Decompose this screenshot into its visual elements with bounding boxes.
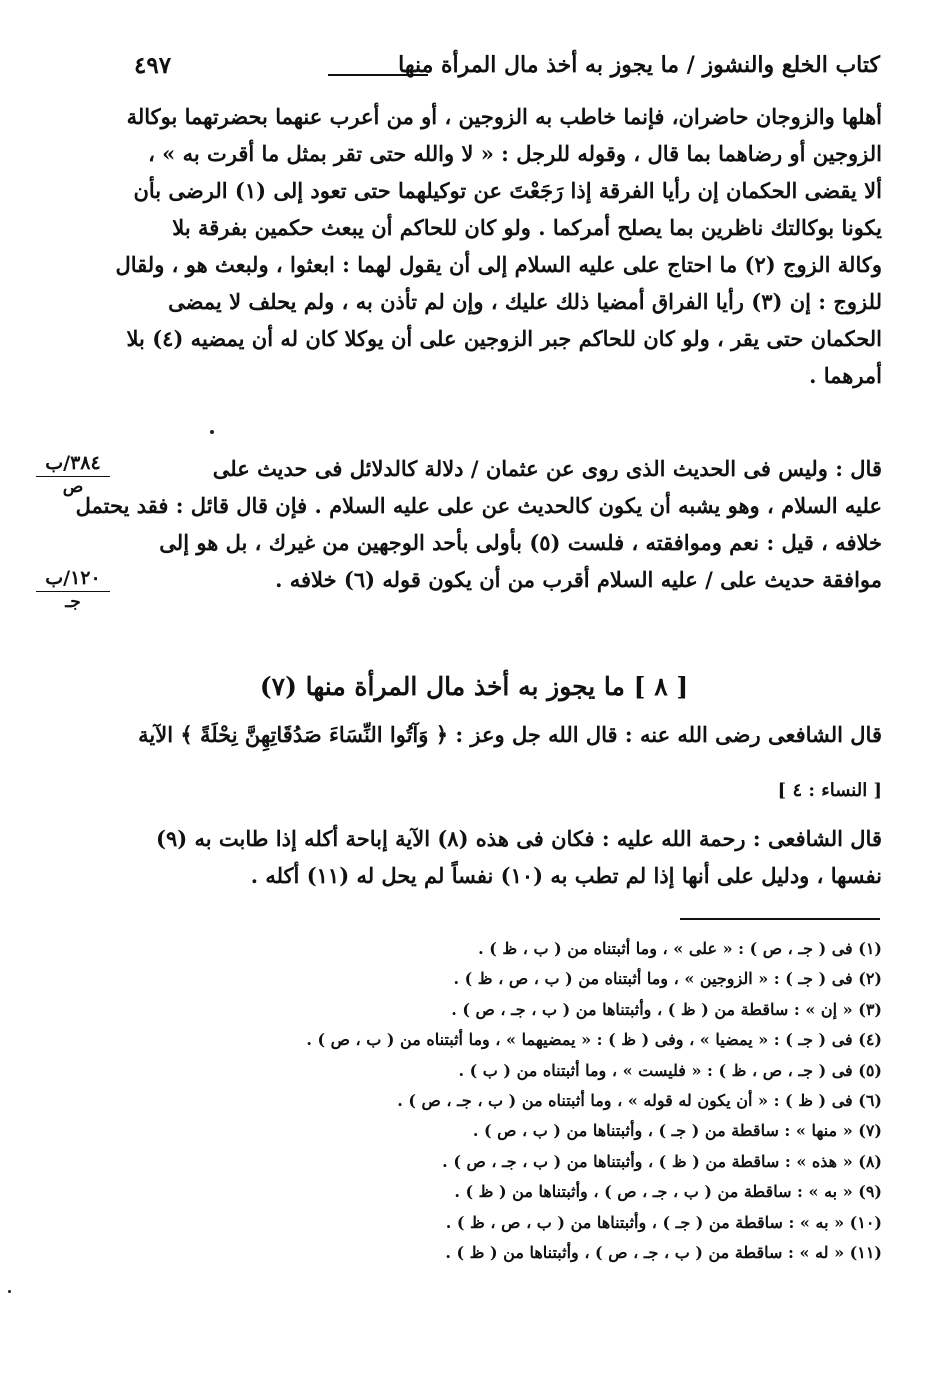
footnote: (٦) فى ( ظ ) : « أن يكون له قوله » ، وما أثبتناه من ( ب ، جـ ، ص ) . — [397, 1090, 882, 1110]
margin-note-folio: ٣٨٤/ب — [36, 452, 110, 477]
footnote: (١٠) « به » : ساقطة من ( جـ ) ، وأثبتناها من ( ب ، ص ، ظ ) . — [445, 1212, 882, 1232]
footnote: (٣) « إن » : ساقطة من ( ظ ) ، وأثبتناها من ( ب ، جـ ، ص ) . — [451, 999, 882, 1019]
footnote: (٨) « هذه » : ساقطة من ( ظ ) ، وأثبتناها من ( ب ، جـ ، ص ) . — [442, 1151, 882, 1171]
margin-note — [36, 567, 110, 612]
footnotes — [102, 934, 882, 1268]
text-line: للزوج : إن (٣) رأيا الفراق أمضيا ذلك عليك ، وإن لم تأذن به ، ولم يحلف لا يمضى — [168, 289, 882, 314]
text-line: موافقة حديث على / عليه السلام أقرب من أن يكون قوله (٦) خلافه . — [275, 567, 882, 592]
ink-dot — [210, 430, 214, 434]
footnote: (٤) فى ( جـ ) : « يمضيا » ، وفى ( ظ ) : « يمضيهما » ، وما أثبتناه من ( ب ، ص ) . — [306, 1030, 882, 1050]
margin-note — [36, 452, 110, 497]
running-header — [134, 52, 880, 92]
text-line: أهلها والزوجان حاضران، فإنما خاطب به الزوجين ، أو من أعرب عنهما بحضرتهما بوكالة — [126, 104, 882, 129]
text-line: نفسها ، ودليل على أنها إذا لم تطب به (١٠) نفساً لم يحل له (١١) أكله . — [250, 863, 882, 888]
text-line: يكونا بوكالتك ناظرين بما يصلح أمركما . ولو كان للحاكم أن يبعث حكمين بفرقة بلا — [172, 215, 882, 240]
footnote: (١) فى ( جـ ، ص ) : « على » ، وما أثبتناه من ( ب ، ظ ) . — [478, 939, 882, 958]
text-line: وكالة الزوج (٢) ما احتاج على عليه السلام إلى أن يقول لهما : ابعثوا ، ولبعث هو ، ولقال — [115, 252, 882, 277]
text-line: قال الشافعى : رحمة الله عليه : فكان فى هذه (٨) الآية إباحة أكله إذا طابت به (٩) — [156, 826, 882, 851]
header-rule — [328, 74, 428, 76]
footnote: (١١) « له » : ساقطة من ( ب ، جـ ، ص ) ، وأثبتناها من ( ظ ) . — [445, 1242, 882, 1262]
quran-citation-line: قال الشافعى رضى الله عنه : قال الله جل وعز : ﴿ وَآتُوا النِّسَاءَ صَدُقَاتِهِنَّ نِحْلَةً ﴾ الآية — [138, 722, 882, 747]
paragraph-1 — [115, 98, 882, 394]
header-title: كتاب الخلع والنشوز / ما يجوز به أخذ مال المرأة منها — [398, 52, 880, 78]
text-line: ألا يقضى الحكمان إن رأيا الفرقة إذا رَجَعْتَ عن توكيلهما حتى تعود إلى (١) الرضى بأن — [133, 178, 882, 203]
ink-dot — [8, 1290, 11, 1293]
margin-note-manuscript: ص — [62, 477, 84, 497]
footnote: (٩) « به » : ساقطة من ( ب ، جـ ، ص ) ، وأثبتناها من ( ظ ) . — [454, 1182, 882, 1202]
margin-note-manuscript: جـ — [65, 592, 81, 612]
paragraph-2 — [75, 450, 882, 598]
text-line: الزوجين أو رضاهما بما قال ، وقوله للرجل : « لا والله حتى تقر بمثل ما أقرت به » ، — [148, 141, 882, 166]
footnote: (٧) « منها » : ساقطة من ( جـ ) ، وأثبتناها من ( ب ، ص ) . — [472, 1121, 882, 1141]
margin-note-folio: ١٢٠/ب — [36, 567, 110, 592]
text-line: خلافه ، قيل : نعم وموافقته ، فلست (٥) بأولى بأحد الوجهين من غيرك ، بل هو إلى — [159, 530, 882, 555]
page-number: ٤٩٧ — [134, 52, 172, 79]
paragraph-3 — [136, 820, 882, 894]
text-line: الحكمان حتى يقر ، ولو كان للحاكم جبر الزوجين على أن يوكلا كان له أن يمضيه (٤) بلا — [126, 326, 882, 351]
section-heading: [ ٨ ] ما يجوز به أخذ مال المرأة منها (٧) — [259, 672, 689, 701]
footnote-rule — [680, 918, 880, 920]
text-line: عليه السلام ، وهو يشبه أن يكون كالحديث عن على عليه السلام . فإن قال قائل : فقد يحتمل — [75, 493, 882, 518]
footnote: (٥) فى ( جـ ، ص ، ظ ) : « فليست » ، وما أثبتناه من ( ب ) . — [458, 1060, 882, 1080]
text-line: قال : وليس فى الحديث الذى روى عن عثمان / دلالة كالدلائل فى حديث على — [212, 456, 882, 481]
footnote: (٢) فى ( جـ ) : « الزوجين » ، وما أثبتناه من ( ب ، ص ، ظ ) . — [453, 969, 882, 989]
text-line: أمرهما . — [809, 363, 882, 388]
quran-reference: [ النساء : ٤ ] — [777, 780, 882, 801]
